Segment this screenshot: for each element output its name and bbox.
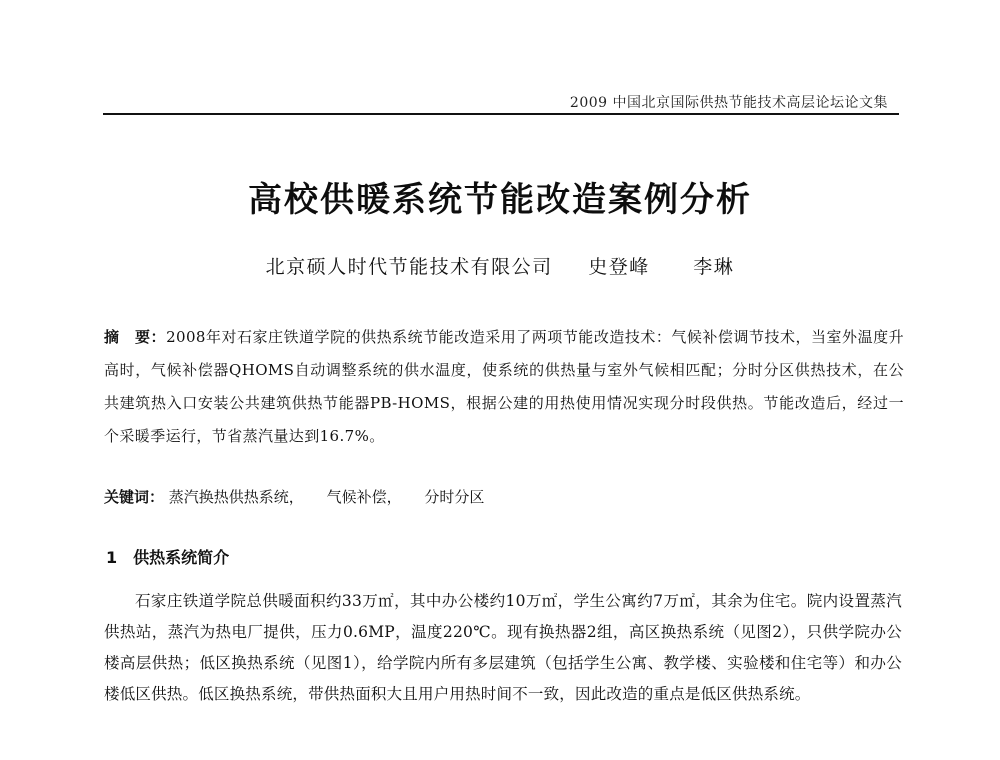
body-paragraph: 石家庄铁道学院总供暖面积约33万㎡，其中办公楼约10万㎡，学生公寓约7万㎡，其余为住宅。院内设置蒸汽供热站，蒸汽为热电厂提供，压力0.6MP，温度220℃。现有换热器2组，高区换热系统（见图2），只供学院办公楼高层供热；低区换热系统（见图1），给学院内所有多层建筑（包括学生公寓、教学楼、实验楼和住宅等）和办公楼低区供热。低区换热系统，带供热面积大且用户用热时间不一致，因此改造的重点是低区供热系统。	[104, 592, 902, 703]
running-header: 2009 中国北京国际供热节能技术高层论坛论文集	[569, 95, 888, 111]
section-number: 1	[106, 548, 118, 567]
author-line	[0, 252, 1000, 279]
keywords	[104, 486, 904, 507]
section-title: 供热系统简介	[133, 548, 230, 567]
paper-title: 高校供暖系统节能改造案例分析	[248, 180, 752, 220]
author-name: 李琳	[693, 256, 735, 278]
header-rule	[103, 113, 899, 115]
abstract-text: 2008年对石家庄铁道学院的供热系统节能改造采用了两项节能改造技术：气候补偿调节技术，当室外温度升高时，气候补偿器QHOMS自动调整系统的供水温度，使系统的供热量与室外气候相匹配；分时分区供热技术，在公共建筑热入口安装公共建筑供热节能器PB-HOMS，根据公建的用热使用情况实现分时段供热。节能改造后，经过一个采暖季运行，节省蒸汽量达到16.7%。	[104, 328, 904, 445]
abstract	[104, 321, 904, 453]
section-heading	[106, 545, 229, 568]
affiliation: 北京硕人时代节能技术有限公司	[265, 256, 553, 278]
keyword-item: 蒸汽换热供热系统，	[168, 488, 304, 506]
keyword-item: 气候补偿，	[326, 488, 402, 506]
abstract-label: 摘 要：	[104, 328, 167, 346]
keyword-item: 分时分区	[424, 488, 485, 506]
keywords-label: 关键词：	[104, 488, 165, 506]
author-name: 史登峰	[588, 256, 650, 278]
